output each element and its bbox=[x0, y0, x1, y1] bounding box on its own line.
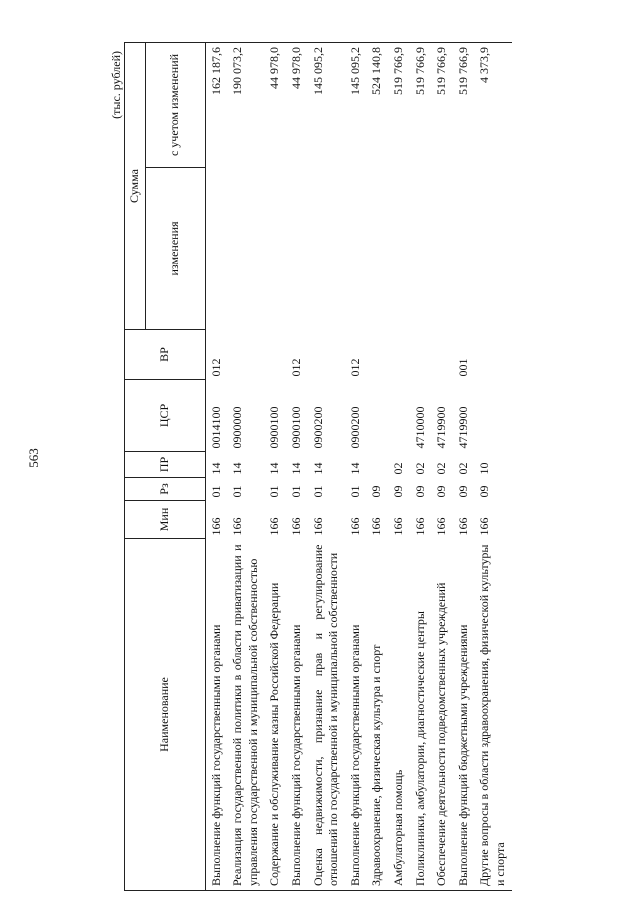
row-rz-code: 01 bbox=[347, 485, 362, 498]
row-min-code: 166 bbox=[310, 517, 325, 536]
row-min-code: 166 bbox=[267, 517, 282, 536]
table-row bbox=[345, 42, 367, 890]
header-pr: ПР bbox=[125, 452, 206, 478]
row-min-code: 166 bbox=[230, 517, 245, 536]
row-vr-code: 012 bbox=[288, 358, 303, 377]
row-name: Выполнение функций государственными органами bbox=[205, 539, 227, 891]
row-name: Выполнение функций бюджетными учреждениями bbox=[453, 539, 475, 891]
row-changes bbox=[308, 168, 345, 330]
header-min: Мин bbox=[125, 501, 206, 539]
header-changes: изменения bbox=[145, 168, 205, 330]
row-csr-code: 0900200 bbox=[310, 406, 325, 449]
row-changes bbox=[431, 168, 453, 330]
table-body bbox=[205, 42, 511, 890]
table-row bbox=[264, 42, 286, 890]
row-rz-code: 09 bbox=[412, 485, 427, 498]
table-header bbox=[125, 42, 206, 890]
row-vr-code bbox=[227, 330, 264, 380]
table-row bbox=[388, 42, 410, 890]
row-total: 519 766,9 bbox=[453, 42, 475, 167]
row-csr-code: 0900100 bbox=[267, 406, 282, 449]
table-row bbox=[431, 42, 453, 890]
row-changes bbox=[453, 168, 475, 330]
table-row bbox=[286, 42, 308, 890]
row-vr-code bbox=[474, 330, 511, 380]
row-rz-code: 09 bbox=[455, 485, 470, 498]
row-min-code: 166 bbox=[390, 517, 405, 536]
row-min-code: 166 bbox=[434, 517, 449, 536]
table-row bbox=[453, 42, 475, 890]
row-total: 519 766,9 bbox=[410, 42, 432, 167]
table-row bbox=[205, 42, 227, 890]
row-pr-code: 14 bbox=[288, 462, 303, 475]
row-name: Другие вопросы в области здравоохранения, физической культуры и спорта bbox=[474, 539, 511, 891]
row-min-code: 166 bbox=[412, 517, 427, 536]
row-vr-code bbox=[410, 330, 432, 380]
row-csr-code bbox=[366, 380, 388, 452]
row-vr-code bbox=[388, 330, 410, 380]
row-csr-code bbox=[474, 380, 511, 452]
row-vr-code bbox=[308, 330, 345, 380]
row-name: Обеспечение деятельности подведомственных учреждений bbox=[431, 539, 453, 891]
row-total: 145 095,2 bbox=[345, 42, 367, 167]
table-row bbox=[227, 42, 264, 890]
row-changes bbox=[264, 168, 286, 330]
row-total: 524 140,8 bbox=[366, 42, 388, 167]
row-rz-code: 09 bbox=[369, 485, 384, 498]
row-changes bbox=[205, 168, 227, 330]
row-pr-code: 02 bbox=[390, 462, 405, 475]
row-name: Выполнение функций государственными органами bbox=[345, 539, 367, 891]
row-changes bbox=[227, 168, 264, 330]
row-name: Реализация государственной политики в области приватизации и управления государственной и муниципальной собственностью bbox=[227, 539, 264, 891]
row-vr-code: 001 bbox=[455, 358, 470, 377]
row-name: Содержание и обслуживание казны Российской Федерации bbox=[264, 539, 286, 891]
table-row bbox=[410, 42, 432, 890]
row-vr-code bbox=[264, 330, 286, 380]
header-name: Наименование bbox=[125, 539, 206, 891]
header-rz: Рз bbox=[125, 478, 206, 501]
table-row bbox=[366, 42, 388, 890]
row-min-code: 166 bbox=[455, 517, 470, 536]
row-total: 519 766,9 bbox=[388, 42, 410, 167]
row-pr-code: 14 bbox=[267, 462, 282, 475]
row-vr-code: 012 bbox=[347, 358, 362, 377]
budget-table bbox=[124, 42, 512, 891]
row-pr-code: 02 bbox=[455, 462, 470, 475]
row-name: Оценка недвижимости, признание прав и регулирование отношений по государственной и муниципальной собственности bbox=[308, 539, 345, 891]
row-total: 4 373,9 bbox=[474, 42, 511, 167]
row-min-code: 166 bbox=[288, 517, 303, 536]
header-vr: ВР bbox=[125, 330, 206, 380]
row-csr-code: 4710000 bbox=[412, 406, 427, 449]
row-changes bbox=[388, 168, 410, 330]
header-with-changes: с учетом изменений bbox=[145, 42, 205, 167]
row-csr-code: 0014100 bbox=[208, 406, 223, 449]
row-total: 519 766,9 bbox=[431, 42, 453, 167]
row-name: Здравоохранение, физическая культура и спорт bbox=[366, 539, 388, 891]
header-csr: ЦСР bbox=[125, 380, 206, 452]
row-vr-code: 012 bbox=[208, 358, 223, 377]
row-rz-code: 01 bbox=[208, 485, 223, 498]
row-pr-code: 02 bbox=[434, 462, 449, 475]
rotated-table-area bbox=[94, 43, 605, 891]
page-number: 563 bbox=[26, 448, 41, 468]
row-csr-code: 4719900 bbox=[434, 406, 449, 449]
row-total: 44 978,0 bbox=[264, 42, 286, 167]
row-rz-code: 01 bbox=[288, 485, 303, 498]
row-rz-code: 01 bbox=[230, 485, 245, 498]
row-name: Амбулаторная помощь bbox=[388, 539, 410, 891]
header-sum: Сумма bbox=[125, 42, 146, 329]
row-rz-code: 09 bbox=[434, 485, 449, 498]
row-changes bbox=[286, 168, 308, 330]
row-name: Выполнение функций государственными органами bbox=[286, 539, 308, 891]
row-csr-code: 0900200 bbox=[347, 406, 362, 449]
row-csr-code: 0900100 bbox=[288, 406, 303, 449]
row-pr-code: 02 bbox=[412, 462, 427, 475]
row-total: 145 095,2 bbox=[308, 42, 345, 167]
row-min-code: 166 bbox=[347, 517, 362, 536]
row-changes bbox=[345, 168, 367, 330]
row-vr-code bbox=[366, 330, 388, 380]
unit-note: (тыс. рублей) bbox=[109, 51, 123, 119]
row-min-code: 166 bbox=[369, 517, 384, 536]
row-pr-code bbox=[366, 452, 388, 478]
row-changes bbox=[410, 168, 432, 330]
row-rz-code: 09 bbox=[390, 485, 405, 498]
row-pr-code: 14 bbox=[230, 462, 245, 475]
row-pr-code: 14 bbox=[347, 462, 362, 475]
row-min-code: 166 bbox=[208, 517, 223, 536]
row-min-code: 166 bbox=[477, 517, 492, 536]
table-row bbox=[474, 42, 511, 890]
row-rz-code: 01 bbox=[267, 485, 282, 498]
row-changes bbox=[366, 168, 388, 330]
row-pr-code: 14 bbox=[310, 462, 325, 475]
row-rz-code: 09 bbox=[477, 485, 492, 498]
row-rz-code: 01 bbox=[310, 485, 325, 498]
row-csr-code: 0900000 bbox=[230, 406, 245, 449]
row-total: 162 187,6 bbox=[205, 42, 227, 167]
row-csr-code bbox=[388, 380, 410, 452]
row-name: Поликлиники, амбулатории, диагностические центры bbox=[410, 539, 432, 891]
row-total: 44 978,0 bbox=[286, 42, 308, 167]
row-total: 190 073,2 bbox=[227, 42, 264, 167]
row-pr-code: 10 bbox=[477, 462, 492, 475]
table-row bbox=[308, 42, 345, 890]
row-vr-code bbox=[431, 330, 453, 380]
row-csr-code: 4719900 bbox=[455, 406, 470, 449]
row-changes bbox=[474, 168, 511, 330]
row-pr-code: 14 bbox=[208, 462, 223, 475]
